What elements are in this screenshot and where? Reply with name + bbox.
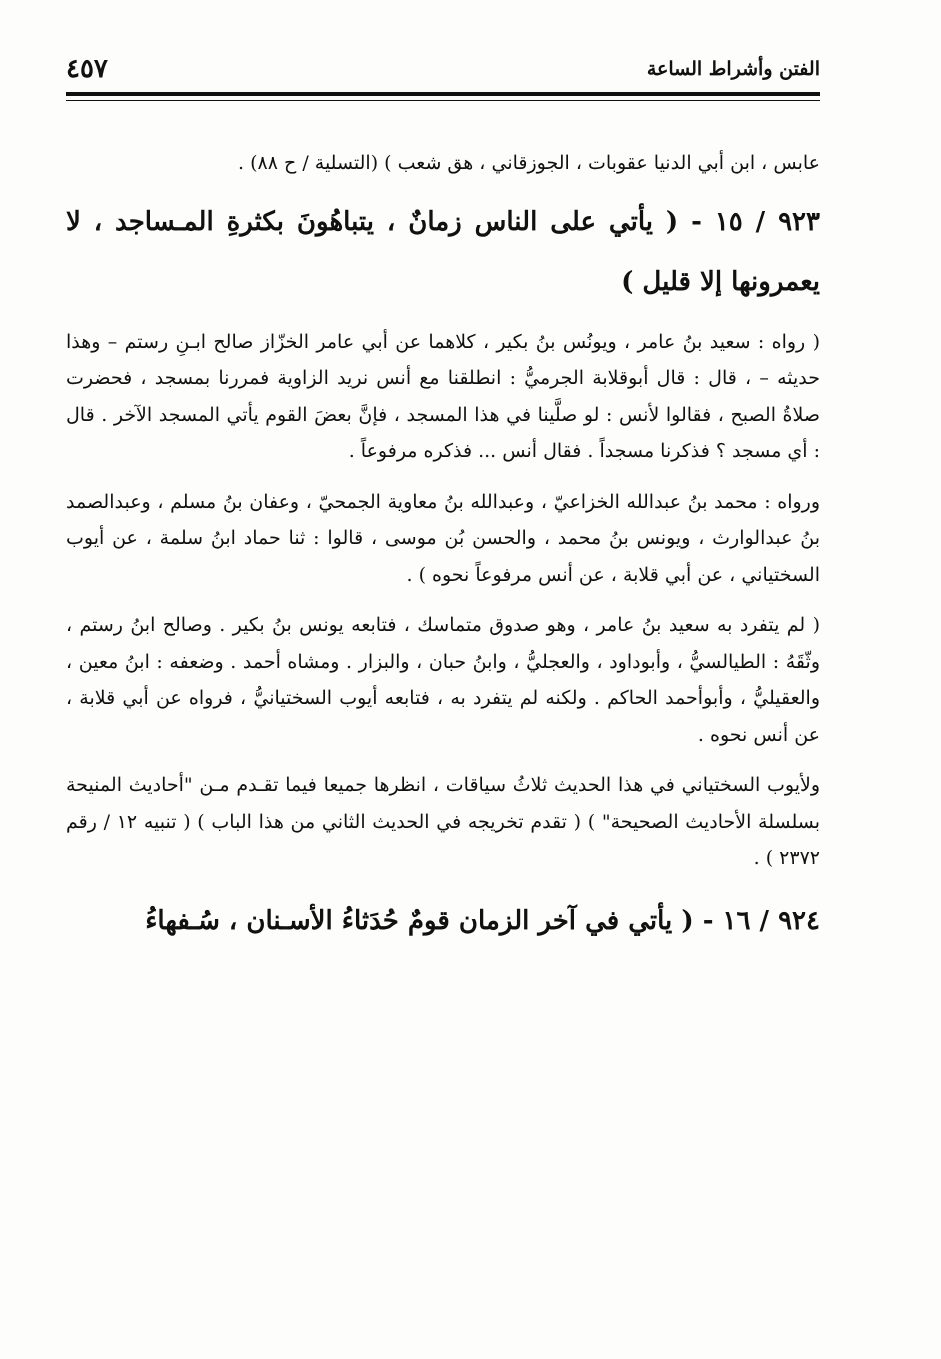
hadith-924-text: ٩٢٤ / ١٦ - ( يأتي في آخر الزمان قومٌ حُدَثاءُ الأسـنان ، سُـفهاءُ bbox=[145, 905, 820, 936]
page-header bbox=[66, 48, 820, 92]
header-rule bbox=[66, 92, 820, 96]
header-rule-thin bbox=[66, 100, 820, 101]
page-number: ٤٥٧ bbox=[66, 54, 108, 84]
ayyub-paragraph: ولأيوب السختياني في هذا الحديث ثلاثُ سياقات ، انظرها جميعا فيما تقـدم مـن "أحاديث المنيحة بسلسلة الأحاديث الصحيحة" ) ( تقدم تخريجه في الحديث الثاني من هذا الباب ) ( تنبيه ١٢ / رقم ٢٣٧٢ ) . bbox=[66, 774, 820, 869]
riwayah-paragraph-2: ورواه : محمد بنُ عبدالله الخزاعيّ ، وعبدالله بنُ معاوية الجمحيّ ، وعفان بنُ مسلم ، وعبدالصمد بنُ عبدالوارث ، ويونس بنُ محمد ، والحسن بُن موسى ، قالوا : ثنا حماد ابنُ سلمة ، عن أيوب السختياني ، عن أبي قلابة ، عن أنس مرفوعاً نحوه ) . bbox=[66, 490, 820, 586]
intro-paragraph: عابس ، ابن أبي الدنيا عقوبات ، الجوزقاني ، هق شعب ) (التسلية / ح ٨٨) . bbox=[238, 152, 820, 174]
tafarrud-paragraph: ( لم يتفرد به سعيد بنُ عامر ، وهو صدوق متماسك ، فتابعه يونس بنُ بكير . وصالح ابنُ رستم ، وثّقَهُ : الطيالسيُّ ، وأبوداود ، والعجليُّ ، وابنُ حبان ، والبزار . ومشاه أحمد . وضعفه : ابنُ معين ، والعقيليُّ ، وأبوأحمد الحاكم . ولكنه لم يتفرد به ، فتابعه أيوب السختيانيُّ ، فرواه عن أبي قلابة ، عن أنس نحوه . bbox=[66, 614, 820, 746]
running-title: الفتن وأشراط الساعة bbox=[646, 58, 820, 80]
hadith-923-text: ٩٢٣ / ١٥ - ( يأتي على الناس زمانٌ ، يتباهُونَ بكثرةِ المـساجد ، لا يعمرونها إلا قليل ) bbox=[66, 206, 820, 297]
page-body bbox=[66, 145, 820, 963]
riwayah-paragraph-1: ( رواه : سعيد بنُ عامر ، ويونُس بنُ بكير ، كلاهما عن أبي عامر الخزّاز صالح ابـنِ رستم – وهذا حديثه – ، قال : قال أبوقلابة الجرميُّ : انطلقنا مع أنس نريد الزاوية فمررنا بمسجد ، فحضرت صلاةُ الصبح ، فقالوا لأنس : لو صلَّينا في هذا المسجد ، فإنَّ بعضَ القوم يأتي المسجد الآخر . قال : أي مسجد ؟ فذكرنا مسجداً . فقال أنس ... فذكره مرفوعاً . bbox=[66, 330, 820, 462]
